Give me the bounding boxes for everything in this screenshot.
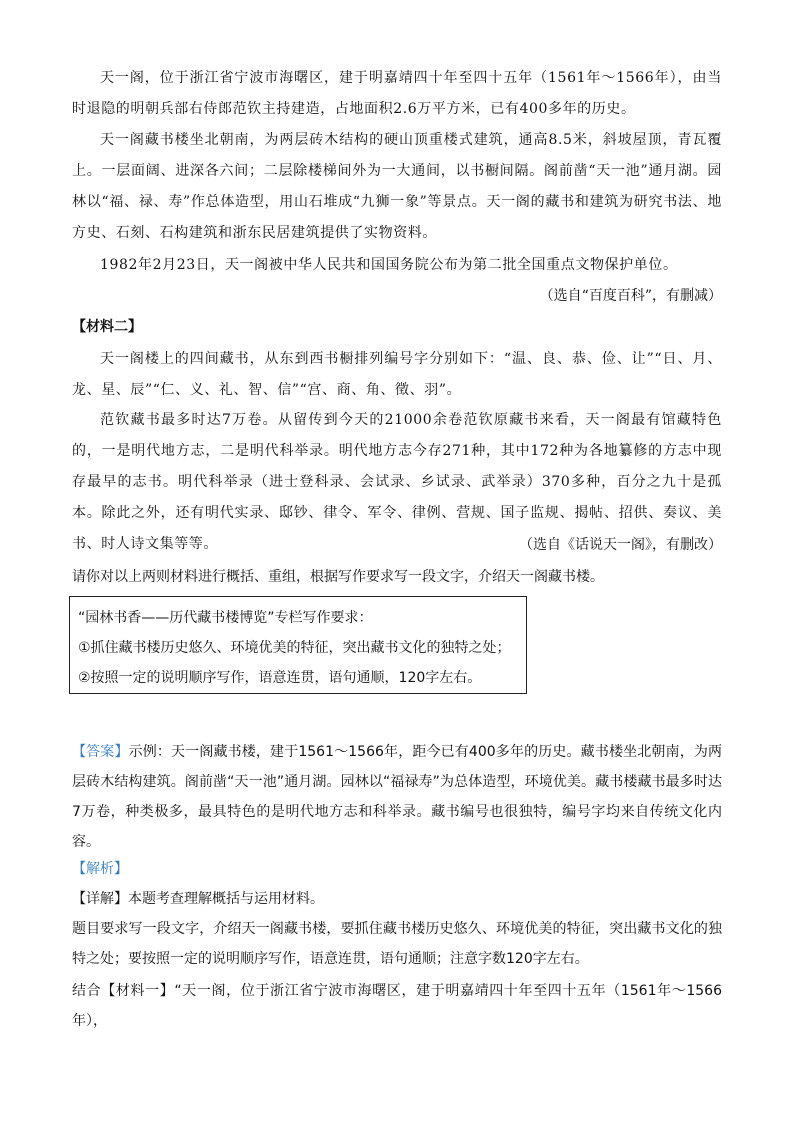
writing-requirements-box bbox=[69, 596, 527, 694]
detail-tag: 【详解】 bbox=[72, 891, 128, 907]
answer-tag: 【答案】 bbox=[72, 744, 129, 760]
material1-paragraph-3: 1982年2月23日，天一阁被中华人民共和国国务院公布为第二批全国重点文物保护单位。 bbox=[100, 257, 678, 273]
material1-source: （选自“百度百科”，有删减） bbox=[539, 288, 722, 304]
analysis-tag: 【解析】 bbox=[72, 861, 128, 877]
analysis-detail bbox=[72, 884, 722, 914]
answer-block bbox=[72, 737, 722, 857]
material2-paragraph-1: 天一阁楼上的四间藏书，从东到西书橱排列编号字分别如下：“温、良、恭、俭、让”“日、月、龙、星、辰”“仁、义、礼、智、信”“宫、商、角、徵、羽”。 bbox=[72, 351, 722, 398]
requirements-title: “园林书香——历代藏书楼博览”专栏写作要求： bbox=[78, 610, 373, 626]
detail-text: 本题考查理解概括与运用材料。 bbox=[128, 891, 324, 907]
material2-paragraph-2: 范钦藏书最多时达7万卷。从留传到今天的21000余卷范钦原藏书来看，天一阁最有馆藏特色的，一是明代地方志，二是明代科举录。明代地方志今存271种，其中172种为各地纂修的方志中现存最早的志书。明代科举录（进士登科录、会试录、乡试录、武举录）370多种，百分之九十是孤本。除此之外，还有明代实录、邸钞、律令、军令、律例、营规、国子监规、揭帖、招供、奏议、美书、时人诗文集等等。 bbox=[72, 412, 722, 552]
task-instruction: 请你对以上两则材料进行概括、重组，根据写作要求写一段文字，介绍天一阁藏书楼。 bbox=[72, 569, 604, 585]
requirement-item-2: ②按照一定的说明顺序写作，语意连贯，语句通顺，120字左右。 bbox=[78, 670, 482, 686]
material2-heading: 【材料二】 bbox=[72, 319, 142, 335]
material2-source: （选自《话说天一阁》，有删改） bbox=[519, 537, 722, 553]
answer-text: 示例：天一阁藏书楼，建于1561～1566年，距今已有400多年的历史。藏书楼坐北朝南，为两层砖木结构建筑。阁前凿“天一池”通月湖。园林以“福禄寿”为总体造型，环境优美。藏书楼藏书最多时达7万卷，种类极多，最具特色的是明代地方志和科举录。藏书编号也很独特，编号字均来自传统文化内容。 bbox=[72, 744, 722, 850]
requirement-item-1: ①抓住藏书楼历史悠久、环境优美的特征，突出藏书文化的独特之处； bbox=[78, 640, 511, 656]
analysis-paragraph-3: 结合【材料一】“天一阁，位于浙江省宁波市海曙区，建于明嘉靖四十年至四十五年（1561年～1566年）， bbox=[72, 983, 722, 1029]
analysis-paragraph-2: 题目要求写一段文字，介绍天一阁藏书楼，要抓住藏书楼历史悠久、环境优美的特征，突出藏书文化的独特之处；要按照一定的说明顺序写作，语意连贯，语句通顺；注意字数120字左右。 bbox=[72, 921, 722, 967]
material1-paragraph-1: 天一阁，位于浙江省宁波市海曙区，建于明嘉靖四十年至四十五年（1561年～1566年），由当时退隐的明朝兵部右侍郎范钦主持建造，占地面积2.6万平方米，已有400多年的历史。 bbox=[72, 70, 722, 117]
material1-paragraph-2: 天一阁藏书楼坐北朝南，为两层砖木结构的硬山顶重楼式建筑，通高8.5米，斜坡屋顶，青瓦覆上。一层面阔、进深各六间；二层除楼梯间外为一大通间，以书橱间隔。阁前凿“天一池”通月湖。园林以“福、禄、寿”作总体造型，用山石堆成“九狮一象”等景点。天一阁的藏书和建筑为研究书法、地方史、石刻、石构建筑和浙东民居建筑提供了实物资料。 bbox=[72, 132, 722, 241]
